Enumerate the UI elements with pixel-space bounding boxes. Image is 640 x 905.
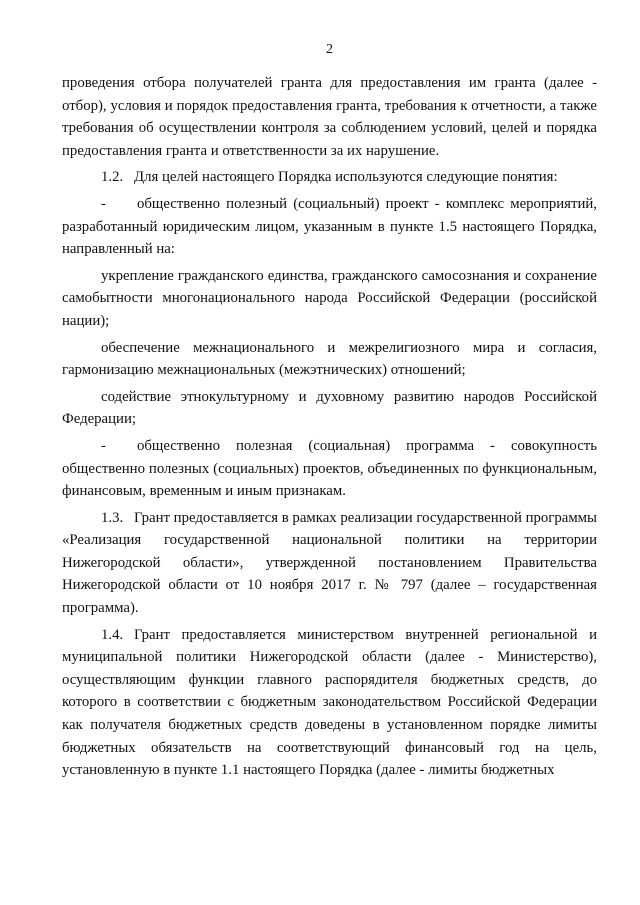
- paragraph-1-4: [62, 624, 597, 782]
- clause-number: 1.4.: [101, 626, 124, 643]
- paragraph-text: общественно полезный (социальный) проект - комплекс мероприятий, разработанный юридическим лицом, указанным в пункте 1.5 настоящего Порядка, направленный на:: [62, 195, 597, 258]
- goal-peace: обеспечение межнационального и межрелигиозного мира и согласия, гармонизацию межнациональных (межэтнических) отношений;: [62, 339, 597, 379]
- list-dash: -: [101, 195, 106, 212]
- paragraph-text: общественно полезная (социальная) программа - совокупность общественно полезных (социальных) проектов, объединенных по функциональным, финансовым, временным и иным признакам.: [62, 437, 597, 500]
- goal-unity: укрепление гражданского единства, гражданского самосознания и сохранение самобытности многонационального народа Российской Федерации (российской нации);: [62, 267, 597, 329]
- page-number: 2: [326, 42, 333, 57]
- definition-program: [62, 435, 597, 503]
- paragraph-1-3: [62, 507, 597, 620]
- list-dash: -: [101, 437, 106, 454]
- paragraph-text: Для целей настоящего Порядка используются следующие понятия:: [134, 169, 558, 186]
- clause-number: 1.3.: [101, 509, 124, 526]
- paragraph-continuation: проведения отбора получателей гранта для предоставления им гранта (далее - отбор), условия и порядок предоставления гранта, требования к отчетности, а также требования об осуществлении контроля за соблюдением условий, целей и порядка предоставления гранта и ответственности за их нарушение.: [62, 75, 597, 159]
- clause-number: 1.2.: [101, 169, 124, 186]
- paragraph-text: Грант предоставляется в рамках реализации государственной программы «Реализация государственной национальной политики на территории Нижегородской области», утвержденной постановлением Правительства Нижегородской области от 10 ноября 2017 г. № 797 (далее – государственная программа).: [62, 509, 597, 617]
- goal-development: содействие этнокультурному и духовному развитию народов Российской Федерации;: [62, 388, 597, 428]
- paragraph-text: Грант предоставляется министерством внутренней региональной и муниципальной политики Нижегородской области (далее - Министерство), осуществляющим функции главного распорядителя бюджетных средств, до которого в соответствии с бюджетным законодательством Российской Федерации как получателя бюджетных средств доведены в установленном порядке лимиты бюджетных обязательств на соответствующий финансовый год на цель, установленную в пункте 1.1 настоящего Порядка (далее - лимиты бюджетных: [62, 626, 597, 779]
- paragraph-1-2: [62, 166, 597, 189]
- definition-project: [62, 193, 597, 261]
